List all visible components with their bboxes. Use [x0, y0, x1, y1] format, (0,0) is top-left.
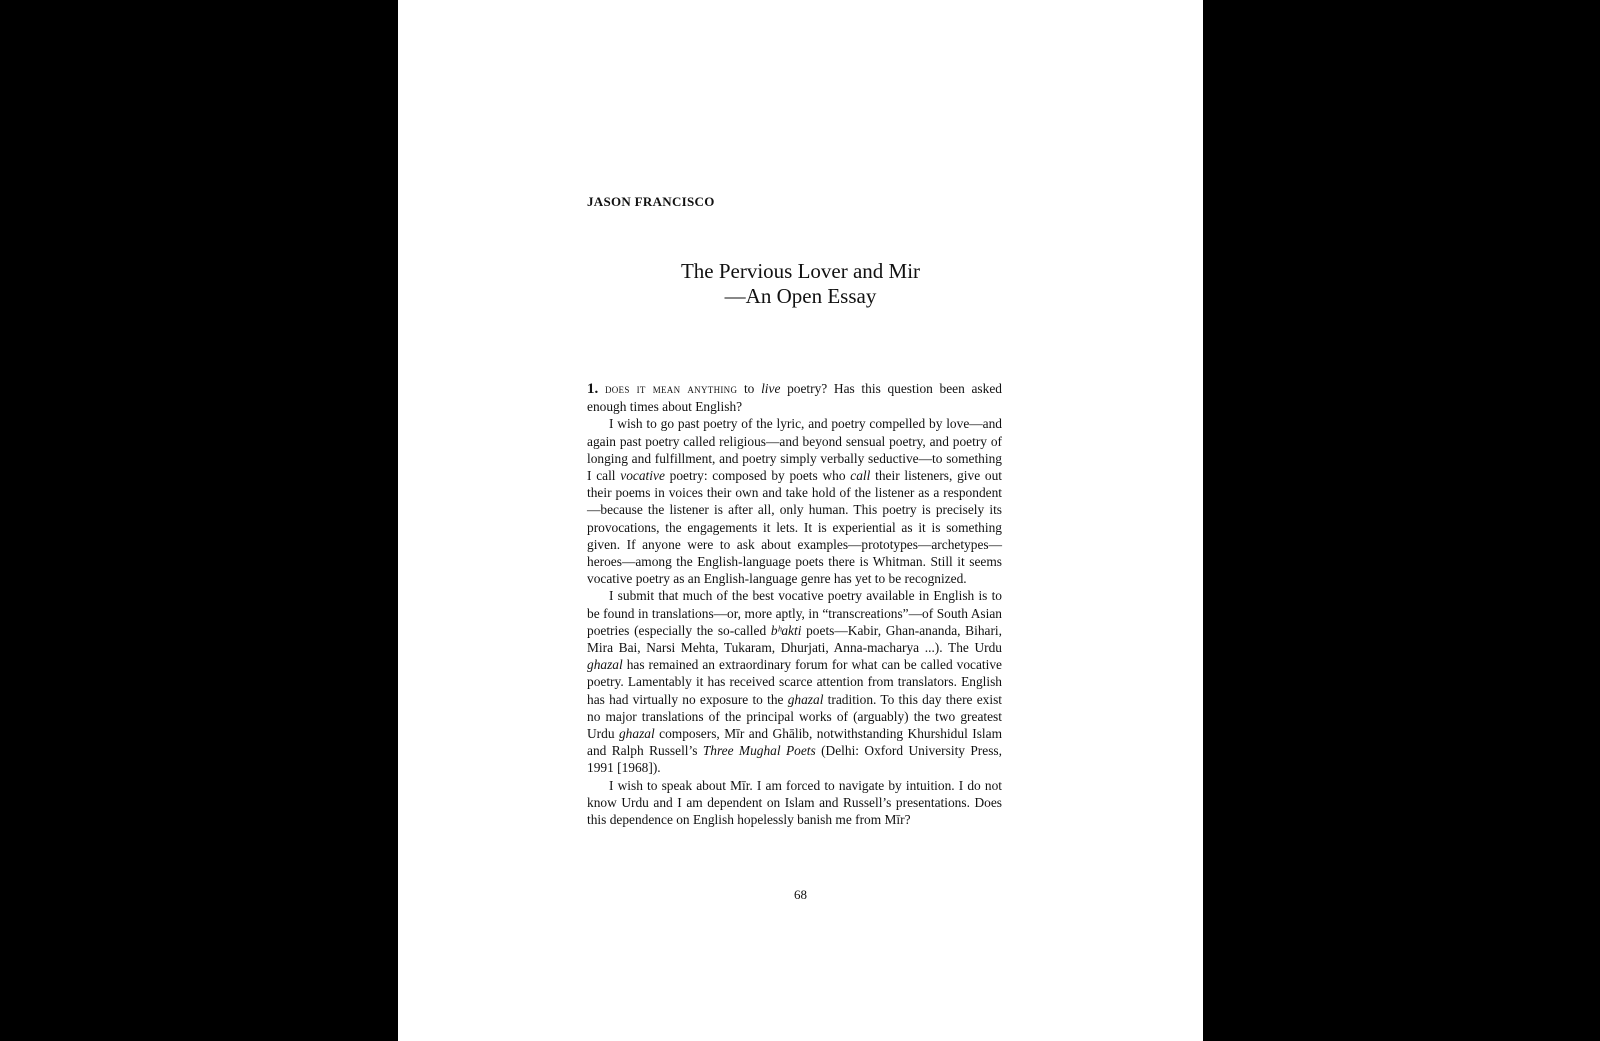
italic-run: vocative [620, 468, 665, 484]
paragraph-2 [587, 415, 1002, 587]
text-run: poets—Kabir, Ghan-ananda, Bihari, Mira Bai, Narsi Mehta, Tukaram, Dhurjati, Anna-macharya ...). The Urdu [587, 622, 1002, 656]
page-number: 68 [794, 887, 807, 902]
text-run: to [737, 381, 762, 396]
title-line-1: The Pervious Lover and Mir [680, 259, 921, 283]
italic-run: ghazal [618, 726, 655, 742]
section-number: 1. [587, 381, 599, 397]
text-run: has remained an extraordinary forum for what can be called vocative poetry. Lamentably it has received scarce attention from translators. English has had virtually no exposure to the [587, 657, 1002, 707]
text-run: their listeners, give out their poems in voices their own and take hold of the listener as a respondent—because the listener is after all, only human. This poetry is precisely its provocations, the engagements it lets. It is experiential as it is something given. If anyone were to ask about examples—prototypes—archetypes—heroes—among the English-language poets there is Whitman. Still it seems vocative poetry as an English-language genre has yet to be recognized. [587, 468, 1003, 587]
text-run: tradition. To this day there exist no major translations of the principal works of (arguably) the two greatest Urdu [587, 691, 1003, 742]
essay-title [398, 259, 1203, 309]
author-name: JASON FRANCISCO [587, 194, 715, 209]
italic-run: bʰakti [770, 622, 802, 638]
text-run: composers, Mīr and Ghālib, notwithstanding Khurshidul Islam and Ralph Russell’s [587, 726, 1002, 759]
paragraph-3 [587, 587, 1002, 776]
text-run: poetry? Has this question been asked enough times about English? [587, 381, 1002, 415]
document-page [398, 0, 1203, 1041]
lead-in-smallcaps: does it mean anything [604, 381, 738, 396]
italic-run: live [761, 381, 781, 396]
paragraph-4 [587, 777, 1002, 829]
italic-run: Three Mughal Poets [702, 743, 816, 759]
italic-run: call [850, 468, 871, 484]
text-run: I wish to speak about Mīr. I am forced to navigate by intuition. I do not know Urdu and I am dependent on Islam and Russell’s presentations. Does this dependence on English hopelessly banish me from Mīr? [587, 777, 1002, 828]
text-run: (Delhi: Oxford University Press, 1991 [1968]). [587, 743, 1002, 776]
text-run: poetry: composed by poets who [664, 468, 851, 484]
title-line-2: —An Open Essay [724, 284, 877, 308]
italic-run: ghazal [787, 691, 824, 707]
essay-body [587, 380, 1002, 828]
text-run: I wish to go past poetry of the lyric, and poetry compelled by love—and again past poetry called religious—and beyond sensual poetry, and poetry of longing and fulfillment, and poetry simply verbally seductive—to something I call [587, 416, 1002, 484]
text-run: I submit that much of the best vocative poetry available in English is to be found in translations—or, more aptly, in “transcreations”—of South Asian poetries (especially the so-called [587, 588, 1002, 638]
italic-run: ghazal [587, 657, 623, 673]
paragraph-1 [587, 380, 1002, 415]
